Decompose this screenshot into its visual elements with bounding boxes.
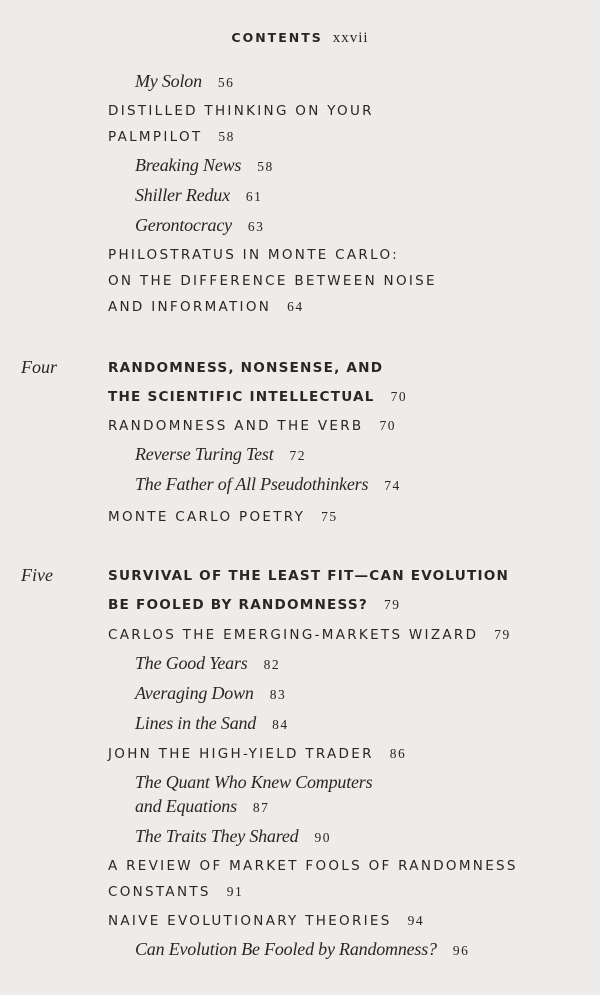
toc-entry-title: BE FOOLED BY RANDOMNESS?	[108, 597, 368, 613]
toc-subsection	[135, 474, 401, 495]
toc-section	[108, 913, 424, 929]
toc-page-number: 83	[269, 687, 287, 702]
toc-entry-title: CONSTANTS	[108, 884, 211, 900]
toc-subsection	[135, 185, 262, 206]
toc-entry-title: Averaging Down	[135, 683, 254, 703]
toc-page-number: 58	[257, 159, 274, 174]
toc-entry-title: RANDOMNESS, NONSENSE, AND	[108, 360, 384, 376]
toc-entry-title: My Solon	[135, 71, 202, 91]
toc-entry-title: The Quant Who Knew Computers	[135, 772, 373, 792]
toc-entry-title: Gerontocracy	[135, 215, 232, 235]
toc-entry-title: The Father of All Pseudothinkers	[135, 474, 369, 494]
toc-subsection	[135, 796, 269, 817]
chapter-number: Five	[21, 565, 53, 585]
chapter-title	[108, 597, 401, 613]
toc-entry-title: Lines in the Sand	[135, 713, 257, 733]
toc-page-number: 90	[314, 830, 331, 845]
toc-entry-title: CARLOS THE EMERGING-MARKETS WIZARD	[108, 627, 479, 643]
chapter-title	[108, 360, 383, 376]
toc-page-number: 72	[289, 448, 307, 463]
toc-page-number: 86	[389, 746, 407, 761]
toc-page-number: 74	[384, 478, 401, 493]
toc-section	[108, 247, 399, 263]
toc-section	[108, 884, 243, 900]
toc-page-number: 91	[226, 884, 244, 899]
toc-subsection	[135, 939, 469, 960]
running-header	[0, 30, 600, 47]
toc-entry-title: Reverse Turing Test	[135, 444, 274, 464]
toc-section	[108, 746, 406, 762]
toc-subsection	[135, 71, 234, 92]
toc-entry-title: RANDOMNESS AND THE VERB	[108, 418, 364, 434]
toc-subsection	[135, 155, 274, 176]
toc-entry-title: JOHN THE HIGH-YIELD TRADER	[108, 746, 374, 762]
toc-page-number: 70	[390, 389, 408, 404]
toc-section	[108, 858, 518, 874]
toc-section	[108, 129, 235, 145]
toc-subsection	[135, 653, 280, 674]
toc-page-number: 84	[272, 717, 289, 732]
toc-entry-title: The Traits They Shared	[135, 826, 299, 846]
toc-section	[108, 418, 396, 434]
toc-entry-title: ON THE DIFFERENCE BETWEEN NOISE	[108, 273, 437, 289]
toc-entry-title: MONTE CARLO POETRY	[108, 509, 306, 525]
toc-entry-title: A REVIEW OF MARKET FOOLS OF RANDOMNESS	[108, 858, 518, 874]
toc-page-number: 63	[247, 219, 265, 234]
chapter-title	[108, 568, 509, 584]
toc-subsection	[135, 826, 331, 847]
chapter-title	[108, 389, 407, 405]
toc-subsection	[135, 444, 306, 465]
toc-subsection	[135, 215, 264, 236]
toc-subsection	[135, 772, 372, 793]
toc-entry-title: and Equations	[135, 796, 237, 816]
toc-page-number: 58	[218, 129, 235, 144]
toc-page-number: 79	[384, 597, 401, 612]
toc-entry-title: SURVIVAL OF THE LEAST FIT—CAN EVOLUTION	[108, 568, 510, 584]
toc-entry-title: NAIVE EVOLUTIONARY THEORIES	[108, 913, 392, 929]
toc-page-number: 61	[245, 189, 263, 204]
toc-entry-title: AND INFORMATION	[108, 299, 272, 315]
toc-page-number: 70	[379, 418, 396, 433]
toc-entry-title: Shiller Redux	[135, 185, 230, 205]
toc-page-number: 94	[407, 913, 425, 928]
header-title: CONTENTS	[231, 30, 323, 45]
toc-entry-title: DISTILLED THINKING ON YOUR	[108, 103, 374, 119]
toc-page-number: 82	[263, 657, 281, 672]
toc-page-number: 87	[252, 800, 270, 815]
toc-section	[108, 627, 511, 643]
toc-section	[108, 299, 304, 315]
toc-entry-title: Can Evolution Be Fooled by Randomness?	[135, 939, 437, 959]
toc-subsection	[135, 683, 286, 704]
toc-page-number: 96	[452, 943, 470, 958]
toc-section	[108, 103, 374, 119]
toc-section	[108, 273, 437, 289]
chapter-number: Four	[21, 357, 57, 377]
toc-page-number: 79	[494, 627, 511, 642]
toc-entry-title: PHILOSTRATUS IN MONTE CARLO:	[108, 247, 399, 263]
toc-section	[108, 509, 338, 525]
header-page-number: xxvii	[332, 30, 369, 46]
toc-entry-title: THE SCIENTIFIC INTELLECTUAL	[108, 389, 375, 405]
toc-page-number: 64	[287, 299, 304, 314]
toc-page-number: 75	[321, 509, 338, 524]
toc-entry-title: Breaking News	[135, 155, 242, 175]
toc-entry-title: The Good Years	[135, 653, 248, 673]
toc-page-number: 56	[217, 75, 235, 90]
toc-entry-title: PALMPILOT	[108, 129, 203, 145]
toc-subsection	[135, 713, 289, 734]
